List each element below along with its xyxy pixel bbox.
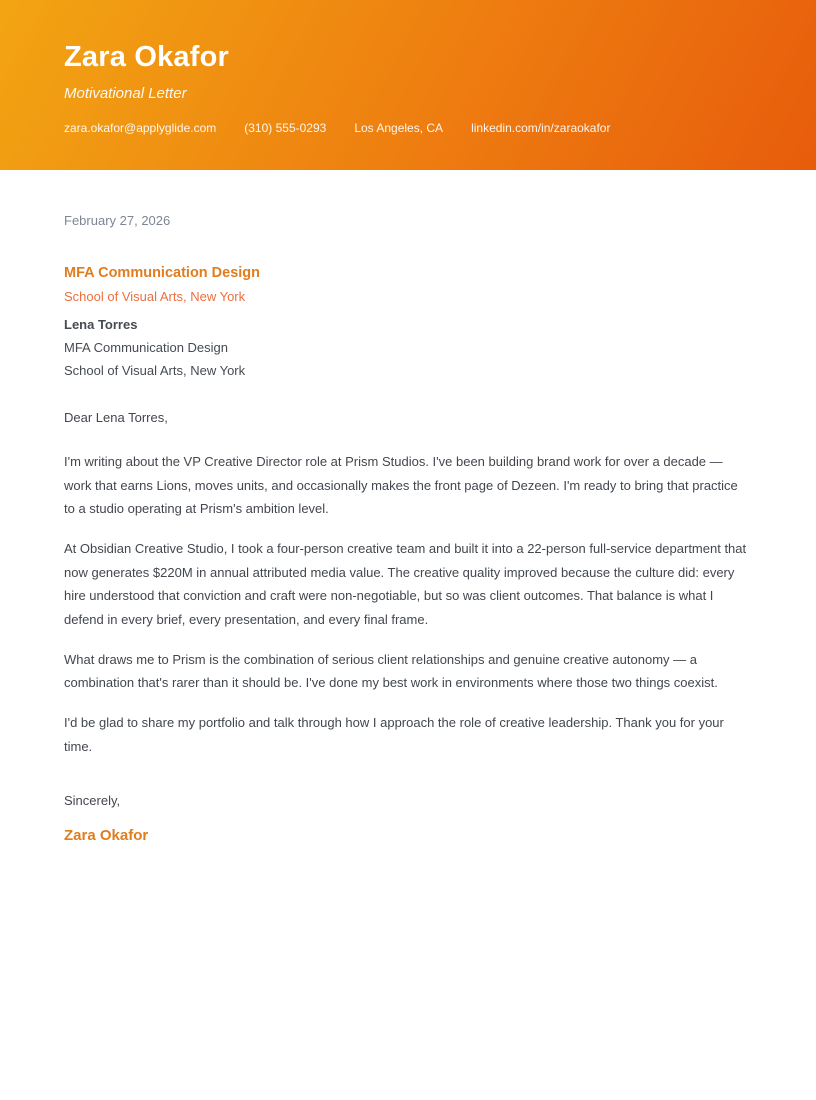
paragraph-4: I'd be glad to share my portfolio and talk through how I approach the role of creative leadership. Thank you for your time. bbox=[64, 715, 724, 754]
position-block bbox=[64, 262, 752, 308]
signature: Zara Okafor bbox=[64, 827, 149, 844]
contact-phone: (310) 555-0293 bbox=[244, 121, 327, 135]
recipient-name: Lena Torres bbox=[64, 317, 138, 332]
paragraph-1: I'm writing about the VP Creative Director role at Prism Studios. I've been building brand work for over a decade — work that earns Lions, moves units, and occasionally makes the front page of Dezeen. I'm ready to bring that practice to a studio operating at Prism's ambition level. bbox=[64, 454, 738, 516]
paragraph-2: At Obsidian Creative Studio, I took a four-person creative team and built it into a 22-person full-service department that now generates $220M in annual attributed media value. The creative quality improved because the culture did: every hire understood that conviction and craft were non-negotiable, but so was client outcomes. That balance is what I defend in every brief, every presentation, and every final frame. bbox=[64, 541, 747, 627]
letter-body bbox=[0, 170, 816, 845]
letter-date: February 27, 2026 bbox=[64, 213, 171, 228]
greeting: Dear Lena Torres, bbox=[64, 410, 168, 425]
closing: Sincerely, bbox=[64, 793, 121, 808]
position-org: School of Visual Arts, New York bbox=[64, 289, 246, 304]
recipient-block bbox=[64, 313, 752, 382]
contact-email: zara.okafor@applyglide.com bbox=[64, 121, 217, 135]
recipient-org: School of Visual Arts, New York bbox=[64, 363, 246, 378]
contact-row bbox=[64, 120, 752, 136]
document-subtitle: Motivational Letter bbox=[64, 85, 187, 102]
position-title: MFA Communication Design bbox=[64, 265, 261, 281]
paragraph-3: What draws me to Prism is the combination of serious client relationships and genuine creative autonomy — a combination that's rarer than it should be. I've done my best work in environments where those two things coexist. bbox=[64, 651, 718, 690]
contact-linkedin: linkedin.com/in/zaraokafor bbox=[471, 121, 611, 135]
recipient-title: MFA Communication Design bbox=[64, 340, 229, 355]
contact-location: Los Angeles, CA bbox=[354, 121, 444, 135]
page-title: Zara Okafor bbox=[64, 41, 229, 73]
letter-header bbox=[0, 0, 816, 170]
